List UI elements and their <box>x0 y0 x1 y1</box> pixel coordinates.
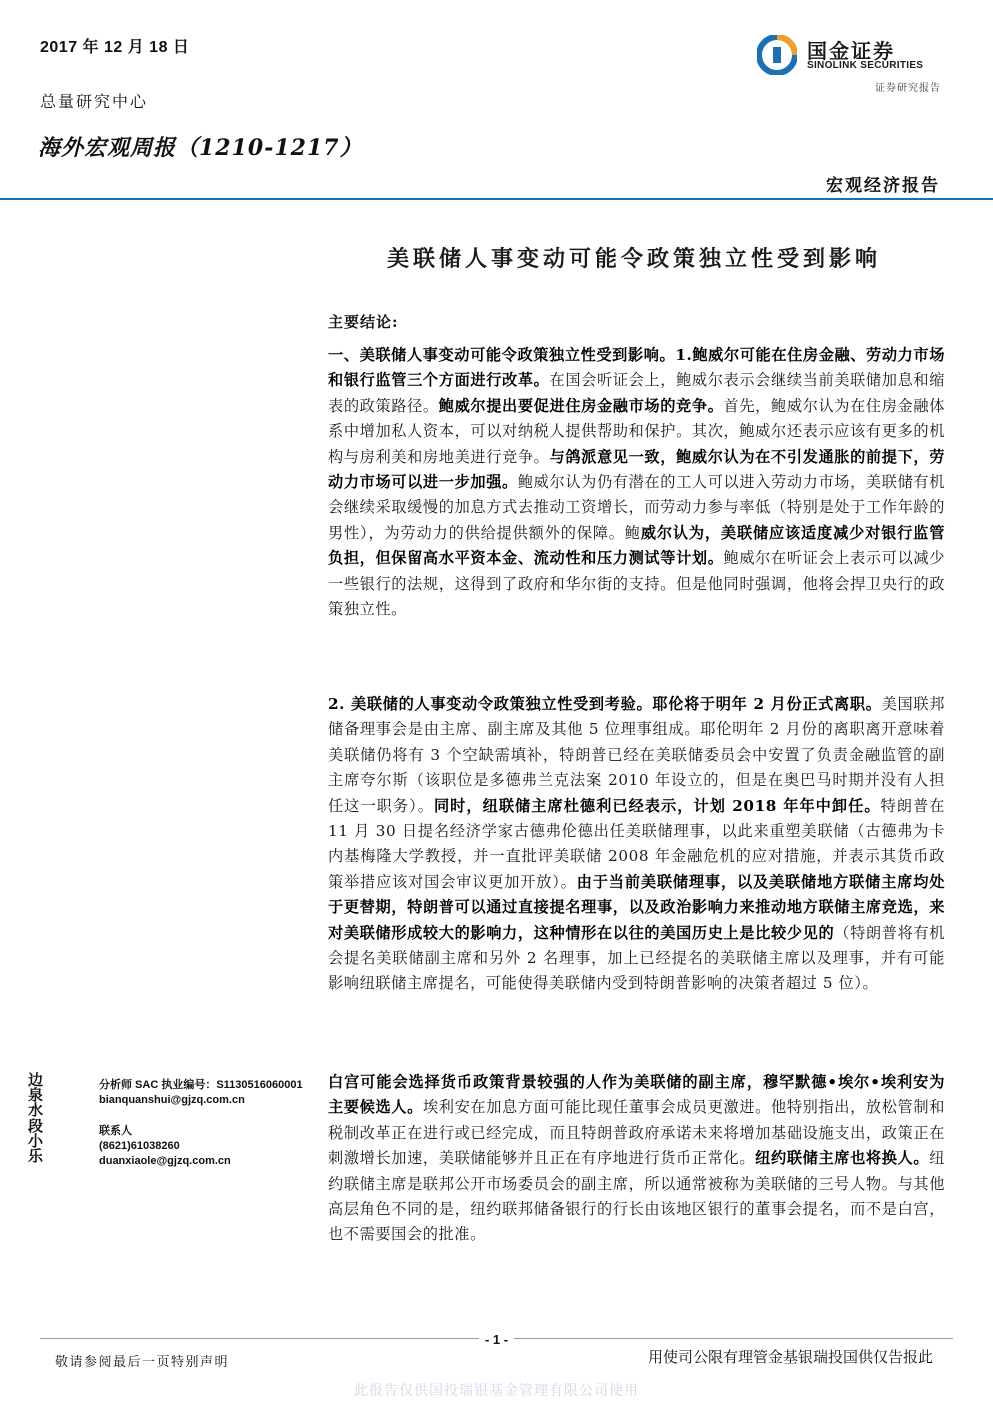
logo-name-en: SINOLINK SECURITIES <box>807 60 924 71</box>
weekly-title: 海外宏观周报（1210-1217） <box>38 135 363 161</box>
disclaimer-note: 敬请参阅最后一页特别声明 <box>55 1355 230 1370</box>
bold-segment: 同时，纽联储主席杜德利已经表示，计划 2018 年年中卸任。 <box>433 796 881 815</box>
bold-segment: 一、美联储人事变动可能令政策独立性受到影响。1.鲍威尔可能在住房金融、劳动力市场和银行监管三个方面进行改革。 <box>328 346 945 390</box>
bold-segment: 2. 美联储的人事变动令政策独立性受到考验。耶伦将于明年 2 月份正式离职。 <box>328 695 882 713</box>
bold-segment: 由于当前美联储理事，以及美联储地方联储主席均处于更替期，特朗普可以通过直接提名理事，以及政治影响力来推动地方联储主席竞选，来对美联储形成较大的影响力，这种情形在以往的美国历史上是比较少见的 <box>328 872 946 942</box>
text-segment: 在国会听证会上，鲍威尔表示会继续当前美联储加息和缩表的政策路径。 <box>328 371 945 415</box>
contact-role: 联系人 <box>99 1125 132 1137</box>
analyst-name: 边泉水 <box>28 1071 46 1119</box>
contact-info <box>99 1124 231 1169</box>
contact-phone: (8621)61038260 <box>99 1140 180 1152</box>
page-number <box>0 1332 993 1347</box>
bold-segment: 纽约联储主席也将换人。 <box>755 1149 930 1168</box>
header-divider <box>0 198 993 200</box>
report-headline: 美联储人事变动可能令政策独立性受到影响 <box>386 246 881 272</box>
text-segment: 纽约联储主席是联邦公开市场委员会的副主席，所以通常被称为美联储的三号人物。与其他高层角色不同的是，纽约联邦储备银行的行长由该地区银行的董事会提名，而不是白宫，也不需要国会的批准。 <box>328 1149 945 1244</box>
paragraph-1 <box>328 343 945 622</box>
bold-segment: 白宫可能会选择货币政策背景较强的人作为美联储的副主席，穆罕默德•埃尔•埃利安为主要候选人。 <box>328 1073 945 1117</box>
text-segment: 鲍威尔在听证会上表示可以减少一些银行的法规，这得到了政府和华尔街的支持。但是他同时强调，他将会捍卫央行的政策独立性。 <box>328 549 945 619</box>
logo-name-cn: 国金证券 <box>807 39 895 63</box>
analyst-info <box>99 1078 303 1108</box>
text-segment: 美国联邦储备理事会是由主席、副主席及其他 5 位理事组成。耶伦明年 2 月份的离职离开意味着美联储仍将有 3 个空缺需填补，特朗普已经在美联储委员会中安置了负责金融监管的副主席夸尔斯（该职位是多德弗兰克法案 2010 年设立的，但是在奥巴马时期并没有人担任这一职务）。 <box>328 695 945 815</box>
text-segment: 埃利安在加息方面可能比现任董事会成员更激进。他特别指出，放松管制和税制改革正在进行或已经完成，而且特朗普政府承诺未来将增加基础设施支出，政策正在刺激增长加速，美联储能够并且正在有序地进行货币正常化。 <box>328 1098 945 1168</box>
analyst-email[interactable]: bianquanshui@gjzq.com.cn <box>99 1094 245 1106</box>
text-segment: 特朗普在 11 月 30 日提名经济学家古德弗伦德出任美联储理事，以此来重塑美联储（古德弗为卡内基梅隆大学教授，并一直批评美联储 2008 年金融危机的应对措施，并表示其货币政策举措应该对国会审议更加开放）。 <box>328 796 945 891</box>
bold-segment: 与鸽派意见一致，鲍威尔认为在不引发通胀的前提下，劳动力市场可以进一步加强。 <box>328 447 945 492</box>
report-date: 2017 年 12 月 18 日 <box>40 39 190 56</box>
text-segment: 首先，鲍威尔认为在住房金融体系中增加私人资本，可以对纳税人提供帮助和保护。其次，鲍威尔还表示应该有更多的机构与房利美和房地美进行竞争。 <box>328 396 945 466</box>
contact-email[interactable]: duanxiaole@gjzq.com.cn <box>99 1155 231 1167</box>
company-logo <box>757 33 947 93</box>
footer-usage-note: 用使司公限有理管金基银瑞投国供仅告报此 <box>647 1348 933 1366</box>
bold-segment: 威尔认为，美联储应该适度减少对银行监管负担，但保留高水平资本金、流动性和压力测试等计划。 <box>328 523 945 568</box>
bold-segment: 鲍威尔提出要促进住房金融市场的竞争。 <box>438 396 724 415</box>
watermark-text: 此报告仅供国投瑞银基金管理有限公司使用 <box>354 1383 639 1399</box>
research-center: 总量研究中心 <box>40 92 149 111</box>
contact-name: 段小乐 <box>28 1117 46 1165</box>
report-type: 宏观经济报告 <box>826 176 940 196</box>
main-conclusions-heading: 主要结论: <box>328 313 399 331</box>
text-segment: （特朗普将有机会提名美联储副主席和另外 2 名理事，加上已经提名的美联储主席以及理事，并有可能影响纽联储主席提名，可能使得美联储内受到特朗普影响的决策者超过 5 位）。 <box>328 923 945 993</box>
logo-subtitle: 证券研究报告 <box>875 83 941 94</box>
paragraph-3 <box>328 1070 945 1248</box>
analyst-license: 分析师 SAC 执业编号：S1130516060001 <box>99 1079 303 1091</box>
page-number-text: - 1 - <box>479 1332 514 1347</box>
paragraph-2 <box>328 692 945 997</box>
text-segment: 鲍威尔认为仍有潜在的工人可以进入劳动力市场，美联储有机会继续采取缓慢的加息方式去推动工资增长，而劳动力参与率低（特别是处于工作年龄的男性），为劳动力的供给提供额外的保障。鲍 <box>328 473 945 542</box>
sinolink-logo-icon <box>757 35 797 75</box>
